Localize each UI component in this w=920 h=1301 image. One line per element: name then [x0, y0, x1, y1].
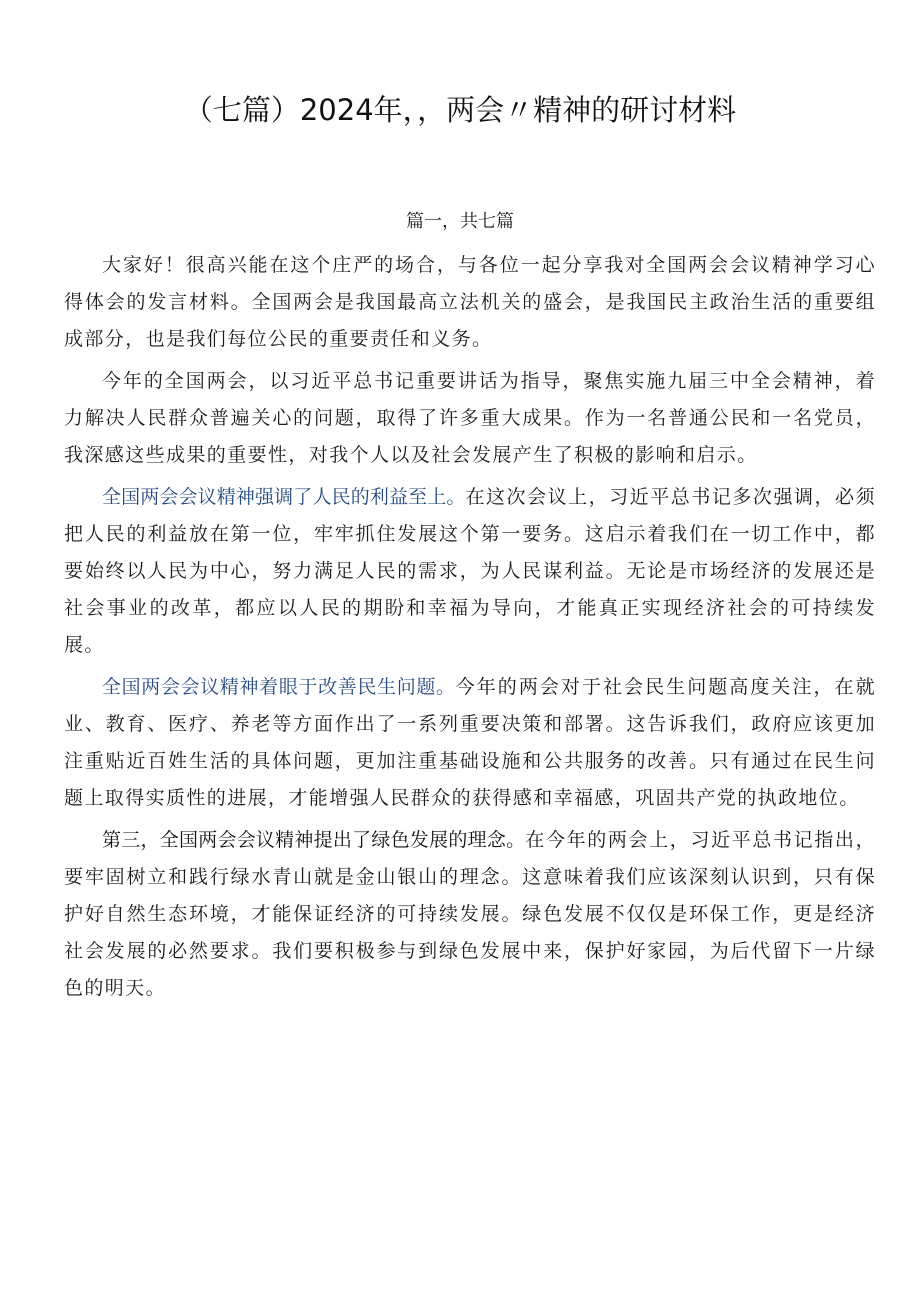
paragraph-overview — [64, 363, 876, 474]
document-title: （七篇）2024年，，两会〃精神的研讨材料 — [183, 93, 737, 127]
paragraph-text: 在今年的两会上，习近平总书记指出，要牢固树立和践行绿水青山就是金山银山的理念。这意味着我们应该深刻认识到，只有保护好自然生态环境，才能保证经济的可持续发展。绿色发展不仅仅是环保工作，更是经济社会发展的必然要求。我们要积极参与到绿色发展中来，保护好家园，为后代留下一片绿色的明天。 — [64, 829, 876, 999]
section-heading: 篇一，共七篇 — [406, 211, 514, 232]
paragraph-lead-sentence: 第三，全国两会会议精神提出了绿色发展的理念。 — [102, 829, 526, 851]
paragraph-text: 在这次会议上，习近平总书记多次强调，必须把人民的利益放在第一位，牢牢抓住发展这个第一要务。这启示着我们在一切工作中，都要始终以人民为中心，努力满足人民的需求，为人民谋利益。无论是市场经济的发展还是社会事业的改革，都应以人民的期盼和幸福为导向，才能真正实现经济社会的可持续发展。 — [64, 486, 876, 656]
paragraph-text: 大家好！很高兴能在这个庄严的场合，与各位一起分享我对全国两会会议精神学习心得体会的发言材料。全国两会是我国最高立法机关的盛会，是我国民主政治生活的重要组成部分，也是我们每位公民的重要责任和义务。 — [64, 254, 876, 350]
document-body — [64, 247, 876, 1012]
paragraph-lead-sentence: 全国两会会议精神强调了人民的利益至上。 — [102, 486, 466, 508]
paragraph-livelihood — [64, 669, 876, 817]
paragraph-green-development — [64, 822, 876, 1007]
paragraph-text: 今年的两会对于社会民生问题高度关注，在就业、教育、医疗、养老等方面作出了一系列重要决策和部署。这告诉我们，政府应该更加注重贴近百姓生活的具体问题，更加注重基础设施和公共服务的改善。只有通过在民生问题上取得实质性的进展，才能增强人民群众的获得感和幸福感，巩固共产党的执政地位。 — [64, 676, 876, 809]
paragraph-people-interest — [64, 479, 876, 664]
paragraph-lead-sentence: 全国两会会议精神着眼于改善民生问题。 — [102, 676, 456, 698]
paragraph-text: 今年的全国两会，以习近平总书记重要讲话为指导，聚焦实施九届三中全会精神，着力解决人民群众普遍关心的问题，取得了许多重大成果。作为一名普通公民和一名党员，我深感这些成果的重要性，对我个人以及社会发展产生了积极的影响和启示。 — [64, 370, 876, 466]
paragraph-greeting — [64, 247, 876, 358]
